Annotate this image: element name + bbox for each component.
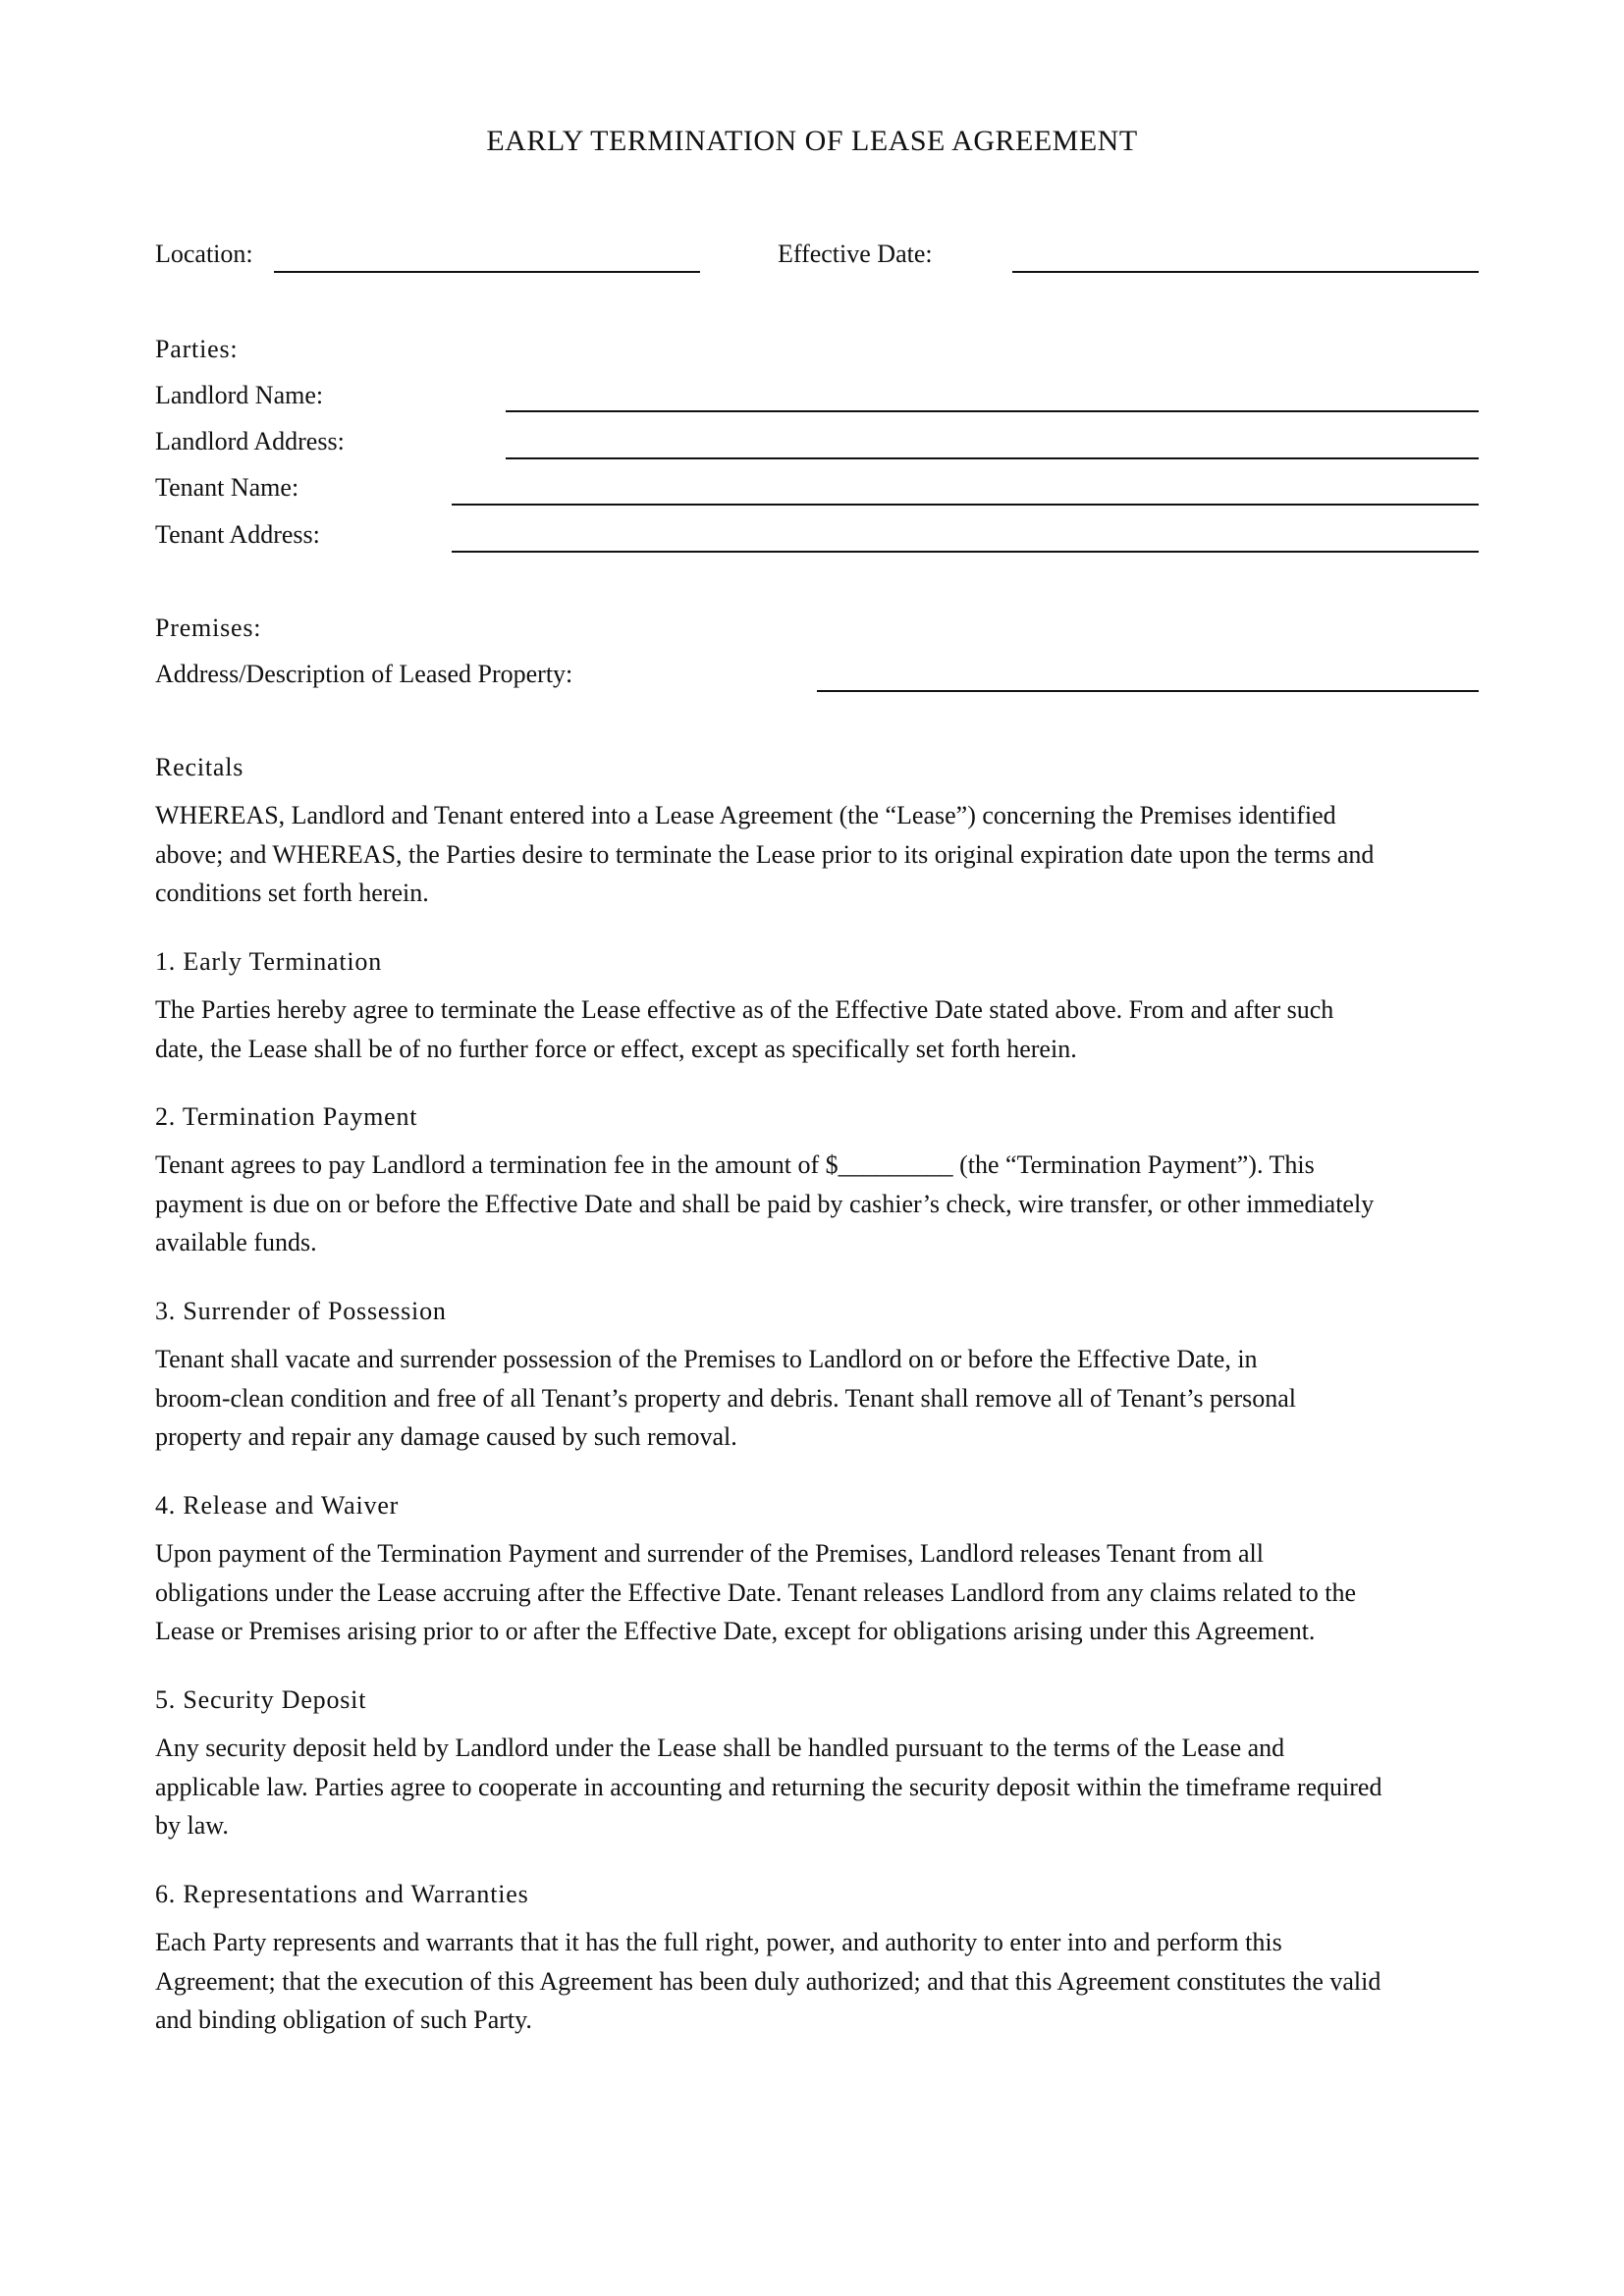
- section-termination-payment-paragraph: [155, 1146, 1481, 1262]
- tenant-name-label: Tenant Name:: [155, 473, 299, 502]
- paragraph-line: conditions set forth herein.: [155, 879, 429, 907]
- paragraph-line: available funds.: [155, 1228, 317, 1256]
- premises-heading: Premises:: [155, 614, 262, 642]
- landlord-name-label: Landlord Name:: [155, 381, 324, 409]
- document-title: EARLY TERMINATION OF LEASE AGREEMENT: [486, 125, 1138, 157]
- effective-date-blank-line[interactable]: [1012, 271, 1479, 273]
- paragraph-line: and binding obligation of such Party.: [155, 2005, 532, 2034]
- premises-address-blank-line[interactable]: [817, 690, 1479, 692]
- section-release-waiver-paragraph: [155, 1534, 1481, 1651]
- recitals-paragraph: [155, 796, 1481, 913]
- paragraph-line: above; and WHEREAS, the Parties desire to terminate the Lease prior to its original expiration date upon the terms and: [155, 839, 1375, 869]
- landlord-address-label: Landlord Address:: [155, 427, 345, 455]
- tenant-address-label: Tenant Address:: [155, 520, 320, 549]
- paragraph-line: Lease or Premises arising prior to or after the Effective Date, except for obligations arising under this Agreement.: [155, 1617, 1316, 1645]
- section-security-deposit-heading: 5. Security Deposit: [155, 1685, 367, 1714]
- section-representations-heading: 6. Representations and Warranties: [155, 1880, 529, 1908]
- paragraph-line: WHEREAS, Landlord and Tenant entered into a Lease Agreement (the “Lease”) concerning the Premises identified: [155, 801, 1336, 829]
- landlord-address-blank-line[interactable]: [506, 457, 1479, 459]
- paragraph-line: obligations under the Lease accruing after the Effective Date. Tenant releases Landlord from any claims related to the: [155, 1577, 1357, 1607]
- section-representations-paragraph: [155, 1923, 1481, 2040]
- paragraph-line: Upon payment of the Termination Payment and surrender of the Premises, Landlord releases Tenant from all: [155, 1539, 1264, 1568]
- paragraph-line: date, the Lease shall be of no further force or effect, except as specifically set forth herein.: [155, 1034, 1077, 1063]
- paragraph-line: Tenant shall vacate and surrender possession of the Premises to Landlord on or before the Effective Date, in: [155, 1345, 1258, 1373]
- section-early-termination-heading: 1. Early Termination: [155, 947, 383, 976]
- section-release-waiver-heading: 4. Release and Waiver: [155, 1491, 400, 1520]
- paragraph-line: Tenant agrees to pay Landlord a termination fee in the amount of $_________ (the “Termination Payment”). This: [155, 1150, 1315, 1179]
- paragraph-line: property and repair any damage caused by such removal.: [155, 1422, 737, 1451]
- paragraph-line: The Parties hereby agree to terminate the Lease effective as of the Effective Date stated above. From and after such: [155, 995, 1334, 1024]
- recitals-heading: Recitals: [155, 753, 244, 781]
- paragraph-line: Each Party represents and warrants that it has the full right, power, and authority to enter into and perform this: [155, 1928, 1282, 1956]
- effective-date-label: Effective Date:: [778, 240, 933, 268]
- location-blank-line[interactable]: [274, 271, 700, 273]
- parties-heading: Parties:: [155, 335, 239, 363]
- landlord-name-blank-line[interactable]: [506, 410, 1479, 412]
- premises-address-label: Address/Description of Leased Property:: [155, 660, 573, 688]
- paragraph-line: by law.: [155, 1811, 229, 1840]
- section-surrender-paragraph: [155, 1340, 1481, 1457]
- paragraph-line: Any security deposit held by Landlord under the Lease shall be handled pursuant to the terms of the Lease and: [155, 1734, 1285, 1762]
- section-early-termination-paragraph: [155, 990, 1481, 1068]
- paragraph-line: payment is due on or before the Effective Date and shall be paid by cashier’s check, wire transfer, or other immediately: [155, 1189, 1375, 1218]
- paragraph-line: applicable law. Parties agree to cooperate in accounting and returning the security deposit within the timeframe required: [155, 1772, 1382, 1801]
- paragraph-line: broom-clean condition and free of all Tenant’s property and debris. Tenant shall remove all of Tenant’s personal: [155, 1383, 1297, 1413]
- section-security-deposit-paragraph: [155, 1729, 1481, 1845]
- section-termination-payment-heading: 2. Termination Payment: [155, 1102, 418, 1131]
- paragraph-line: Agreement; that the execution of this Agreement has been duly authorized; and that this Agreement constitutes the valid: [155, 1966, 1381, 1996]
- section-surrender-heading: 3. Surrender of Possession: [155, 1297, 447, 1325]
- location-label: Location:: [155, 240, 253, 268]
- tenant-address-blank-line[interactable]: [452, 551, 1479, 553]
- tenant-name-blank-line[interactable]: [452, 504, 1479, 506]
